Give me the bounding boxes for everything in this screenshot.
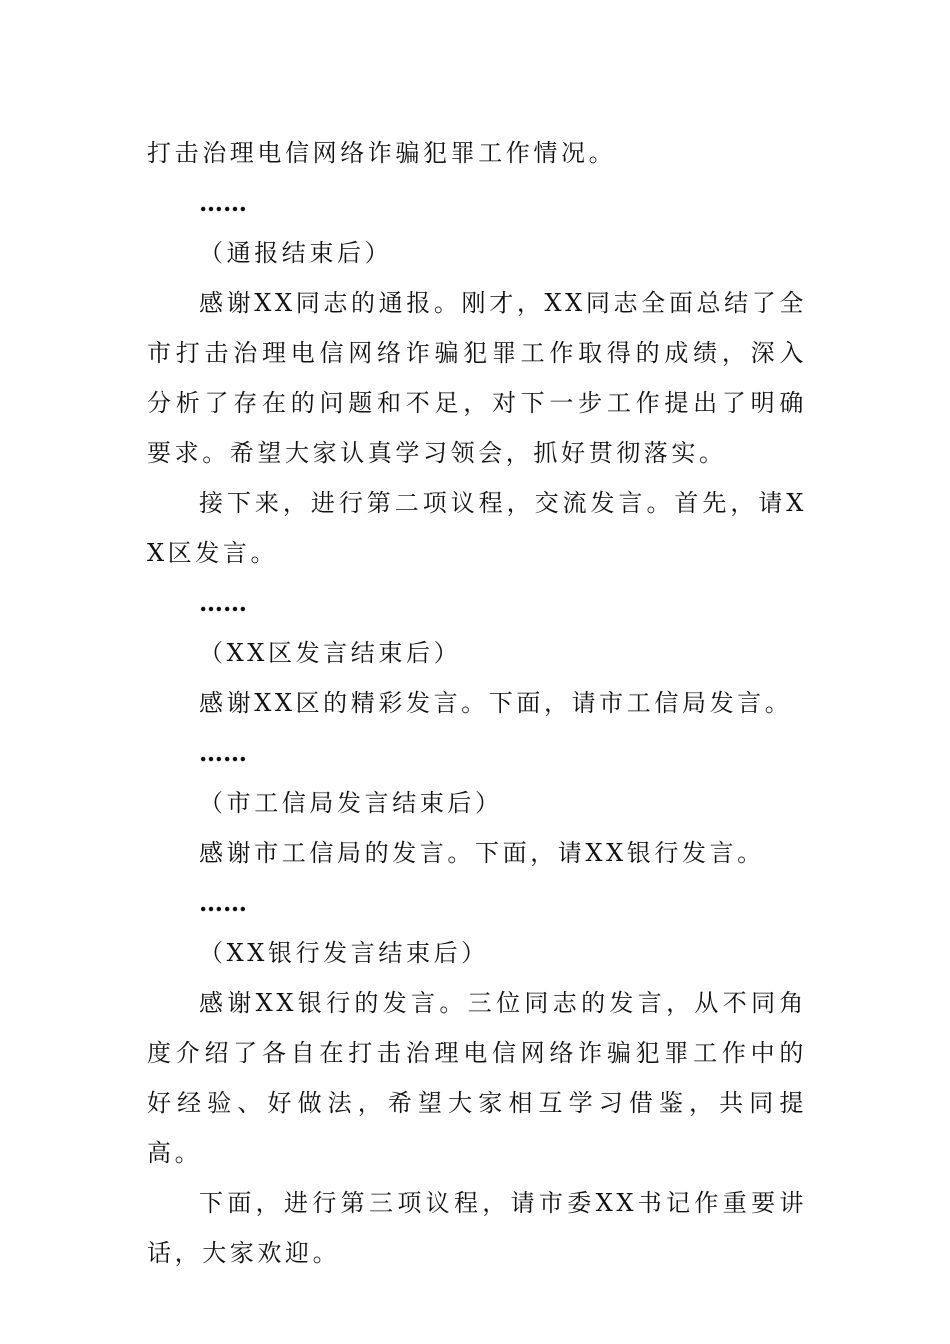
stage-note: （市工信局发言结束后） bbox=[199, 789, 503, 817]
paragraph: 接下来，进行第二项议程，交流发言。首先，请XX区发言。 bbox=[147, 489, 807, 567]
stage-note: （XX区发言结束后） bbox=[199, 639, 462, 667]
ellipsis-separator: …… bbox=[199, 188, 247, 217]
paragraph: 感谢市工信局的发言。下面，请XX银行发言。 bbox=[199, 839, 765, 867]
document-body bbox=[147, 128, 807, 1278]
stage-note: （通报结束后） bbox=[199, 239, 393, 267]
paragraph: 感谢XX银行的发言。三位同志的发言，从不同角度介绍了各自在打击治理电信网络诈骗犯罪工作中的好经验、好做法，希望大家相互学习借鉴，共同提高。 bbox=[147, 989, 807, 1167]
paragraph: 下面，进行第三项议程，请市委XX书记作重要讲话，大家欢迎。 bbox=[147, 1189, 807, 1267]
paragraph-continuation: 打击治理电信网络诈骗犯罪工作情况。 bbox=[147, 139, 617, 167]
paragraph: 感谢XX区的精彩发言。下面，请市工信局发言。 bbox=[199, 689, 793, 717]
ellipsis-separator: …… bbox=[199, 738, 247, 767]
stage-note: （XX银行发言结束后） bbox=[199, 939, 489, 967]
ellipsis-separator: …… bbox=[199, 588, 247, 617]
paragraph: 感谢XX同志的通报。刚才，XX同志全面总结了全市打击治理电信网络诈骗犯罪工作取得的成绩，深入分析了存在的问题和不足，对下一步工作提出了明确要求。希望大家认真学习领会，抓好贯彻落实。 bbox=[147, 289, 807, 467]
ellipsis-separator: …… bbox=[199, 888, 247, 917]
